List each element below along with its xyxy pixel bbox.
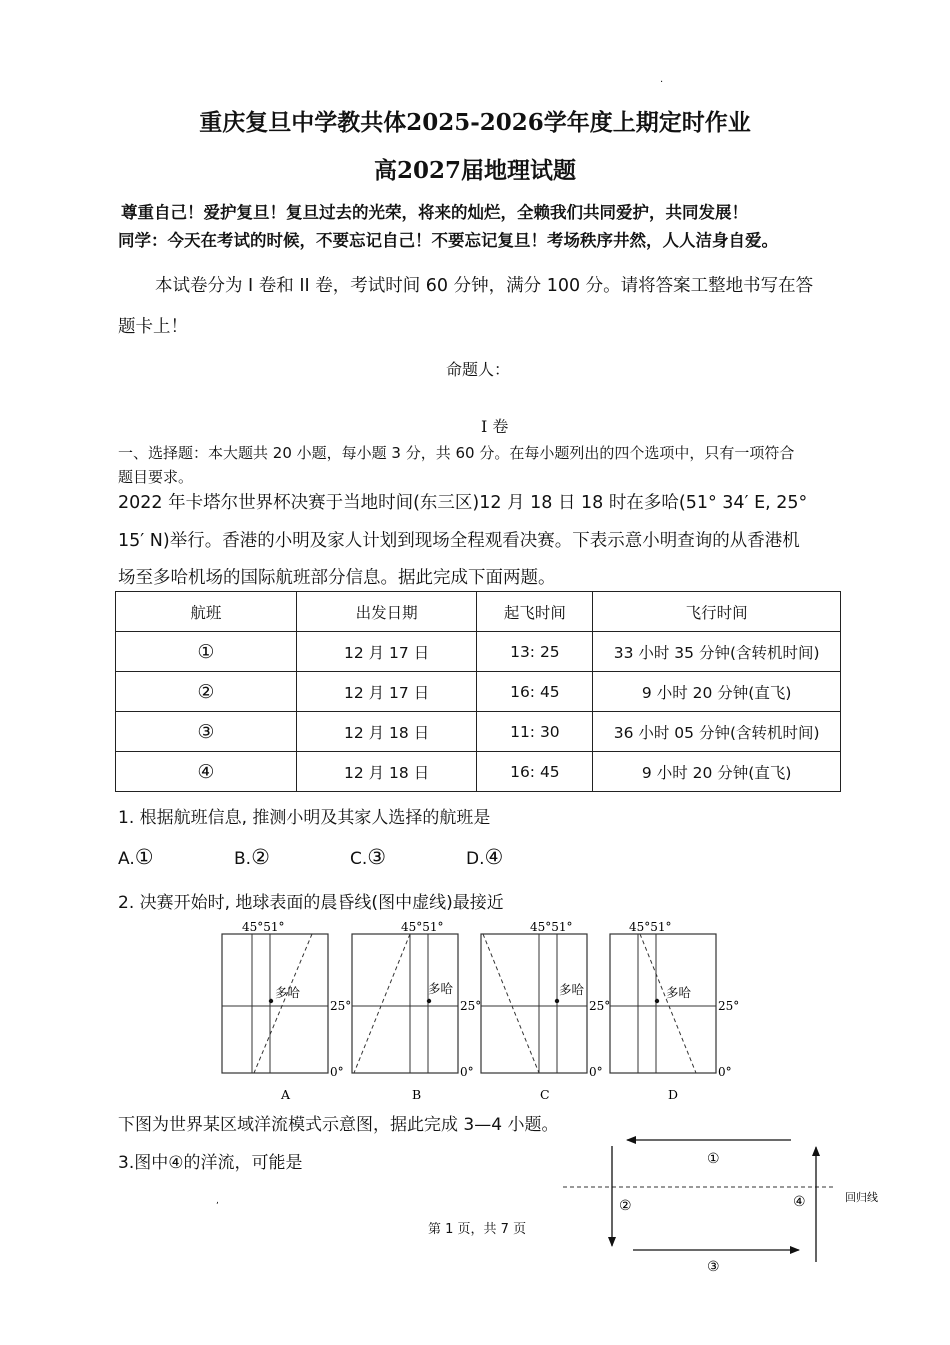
table-row [116, 672, 841, 712]
tropic-label: 回归线 [845, 1191, 878, 1204]
table-cell: 12 月 18 日 [296, 712, 477, 752]
question-1-stem: 1. 根据航班信息, 推测小明及其家人选择的航班是 [118, 808, 491, 828]
table-row [116, 632, 841, 672]
panel-caption: D [668, 1087, 679, 1102]
doha-point [555, 999, 559, 1003]
city-label: 多哈 [275, 985, 301, 1000]
city-label: 多哈 [666, 985, 692, 1000]
page-subtitle: 高2027届地理试题 [373, 157, 576, 184]
option-mark: ① [134, 845, 154, 869]
q1-option-d[interactable] [466, 845, 503, 869]
equator-label: 0° [330, 1065, 344, 1079]
table-cell: 33 小时 35 分钟(含转机时间) [593, 632, 841, 672]
question-3-stem: 3.图中④的洋流，可能是 [118, 1153, 303, 1173]
equator-label: 0° [460, 1065, 474, 1079]
section-instructions-2: 题目要求。 [118, 468, 194, 486]
terminator-line [640, 934, 696, 1073]
option-letter: D. [466, 849, 485, 869]
column-header: 起飞时间 [477, 592, 593, 632]
page-number: 第 1 页，共 7 页 [428, 1222, 527, 1237]
intro-line-1: 本试卷分为 I 卷和 II 卷，考试时间 60 分钟，满分 100 分。请将答案工整地书写在答 [155, 276, 814, 296]
option-letter: A. [118, 849, 135, 869]
table-cell: ② [116, 672, 297, 712]
longitude-label: 45°51° [629, 920, 672, 934]
latitude-label: 25° [330, 999, 352, 1013]
flight-table [115, 591, 841, 792]
section-instructions-1: 一、选择题：本大题共 20 小题，每小题 3 分，共 60 分。在每小题列出的四个选项中，只有一项符合 [118, 444, 795, 462]
option-mark: ④ [484, 845, 504, 869]
stray-tick: , [216, 1196, 219, 1206]
doha-point [269, 999, 273, 1003]
longitude-label: 45°51° [530, 920, 573, 934]
q3-4-intro: 下图为世界某区域洋流模式示意图，据此完成 3—4 小题。 [118, 1115, 559, 1135]
passage-line-2: 15′ N)举行。香港的小明及家人计划到现场全程观看决赛。下表示意小明查询的从香港机 [118, 531, 800, 551]
panel-frame [481, 934, 587, 1073]
city-label: 多哈 [428, 981, 454, 996]
panel-frame [610, 934, 716, 1073]
passage-line-1: 2022 年卡塔尔世界杯决赛于当地时间(东三区)12 月 18 日 18 时在多哈(51° 34′ E, 25° [118, 493, 808, 513]
terminator-line [354, 934, 410, 1073]
option-letter: C. [350, 849, 368, 869]
q1-option-c[interactable] [350, 845, 386, 869]
motto-line-1: 尊重自己！爱护复旦！复旦过去的光荣，将来的灿烂，全赖我们共同爱护，共同发展！ [121, 203, 748, 222]
latitude-label: 25° [460, 999, 482, 1013]
terminator-options-figure [210, 915, 750, 1105]
option-mark: ② [251, 845, 270, 869]
panel-frame [222, 934, 328, 1073]
terminator-panel-d[interactable] [610, 920, 739, 1102]
longitude-label: 45°51° [242, 920, 285, 934]
latitude-label: 25° [718, 999, 740, 1013]
table-cell: 16: 45 [477, 752, 593, 792]
author-label: 命题人： [446, 360, 511, 379]
equator-label: 0° [718, 1065, 732, 1079]
table-cell: 16: 45 [477, 672, 593, 712]
table-cell: 36 小时 05 分钟(含转机时间) [593, 712, 841, 752]
option-mark: ③ [367, 845, 387, 869]
q1-option-b[interactable] [234, 845, 270, 869]
city-label: 多哈 [559, 982, 585, 997]
table-cell: ③ [116, 712, 297, 752]
panel-caption: A [281, 1087, 291, 1102]
terminator-panel-a[interactable] [222, 920, 351, 1102]
panel-caption: C [540, 1087, 550, 1102]
page-title: 重庆复旦中学教共体2025-2026学年度上期定时作业 [199, 109, 751, 136]
terminator-line [483, 934, 539, 1073]
q1-option-a[interactable] [118, 845, 154, 869]
section-title: I 卷 [481, 417, 509, 436]
table-cell: 12 月 18 日 [296, 752, 477, 792]
stray-dot: . [660, 74, 664, 85]
latitude-label: 25° [589, 999, 611, 1013]
table-cell: 12 月 17 日 [296, 632, 477, 672]
passage-line-3: 场至多哈机场的国际航班部分信息。据此完成下面两题。 [118, 568, 556, 588]
table-cell: 13: 25 [477, 632, 593, 672]
table-row [116, 712, 841, 752]
column-header: 出发日期 [296, 592, 477, 632]
table-cell: 9 小时 20 分钟(直飞) [593, 672, 841, 712]
question-2-stem: 2. 决赛开始时, 地球表面的晨昏线(图中虚线)最接近 [118, 893, 504, 913]
current-2-label: ② [619, 1198, 632, 1214]
column-header: 航班 [116, 592, 297, 632]
table-cell: 12 月 17 日 [296, 672, 477, 712]
ocean-current-diagram [555, 1128, 895, 1278]
panel-caption: B [412, 1087, 422, 1102]
column-header: 飞行时间 [593, 592, 841, 632]
longitude-label: 45°51° [401, 920, 444, 934]
terminator-panel-c[interactable] [481, 920, 610, 1102]
intro-line-2: 题卡上！ [118, 317, 188, 337]
table-cell: 9 小时 20 分钟(直飞) [593, 752, 841, 792]
doha-point [427, 999, 431, 1003]
current-1-label: ① [707, 1151, 720, 1167]
table-cell: ④ [116, 752, 297, 792]
terminator-line [254, 934, 312, 1073]
equator-label: 0° [589, 1065, 603, 1079]
panel-frame [352, 934, 458, 1073]
table-cell: 11: 30 [477, 712, 593, 752]
table-row [116, 752, 841, 792]
current-4-label: ④ [793, 1194, 806, 1210]
terminator-panel-b[interactable] [352, 920, 481, 1102]
option-letter: B. [234, 849, 252, 869]
table-header-row [116, 592, 841, 632]
table-cell: ① [116, 632, 297, 672]
doha-point [655, 999, 659, 1003]
current-3-label: ③ [707, 1259, 720, 1275]
motto-line-2: 同学：今天在考试的时候，不要忘记自己！不要忘记复旦！考场秩序井然，人人洁身自爱。 [118, 231, 778, 250]
